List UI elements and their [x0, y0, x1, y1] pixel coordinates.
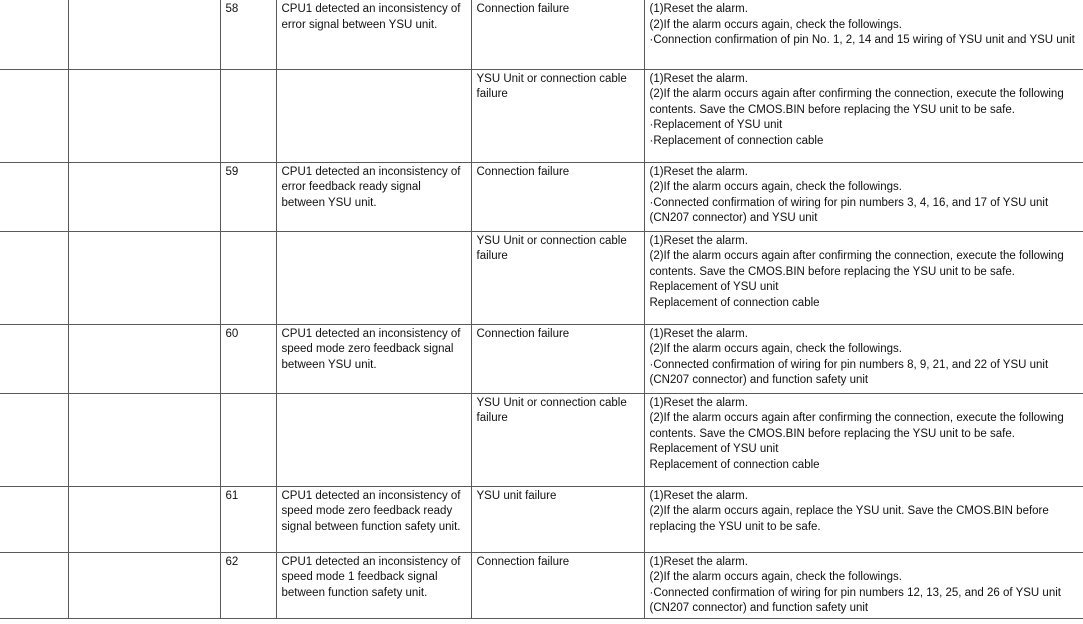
empty-cell	[68, 69, 220, 162]
alarm-remedy	[644, 393, 1083, 486]
alarm-remedy	[644, 162, 1083, 231]
alarm-code	[220, 69, 276, 162]
table-row	[0, 324, 1083, 393]
alarm-remedy	[644, 231, 1083, 324]
empty-cell	[0, 0, 68, 69]
empty-cell	[68, 231, 220, 324]
alarm-description	[276, 69, 471, 162]
remedy-line: (1)Reset the alarm.	[649, 555, 748, 568]
table-row	[0, 231, 1083, 324]
remedy-line: Replacement of YSU unit	[649, 281, 779, 293]
remedy-line: (2)If the alarm occurs again, replace the YSU unit. Save the CMOS.BIN before replacing the YSU unit to be safe.	[649, 505, 1049, 533]
remedy-line: ·Connected confirmation of wiring for pin numbers 12, 13, 25, and 26 of YSU unit (CN207 connector) and function safety unit	[649, 586, 1061, 614]
table-row	[0, 552, 1083, 618]
alarm-remedy	[644, 69, 1083, 162]
empty-cell	[0, 393, 68, 486]
table-row	[0, 162, 1083, 231]
remedy-line: ·Replacement of connection cable	[649, 134, 824, 147]
alarm-code: 62	[220, 552, 276, 618]
empty-cell	[0, 486, 68, 552]
remedy-line: (2)If the alarm occurs again, check the followings.	[649, 343, 902, 355]
empty-cell	[68, 486, 220, 552]
remedy-line: Replacement of connection cable	[649, 458, 820, 471]
remedy-line: Replacement of YSU unit	[649, 443, 779, 455]
table-row	[0, 393, 1083, 486]
empty-cell	[68, 162, 220, 231]
alarm-code: 59	[220, 162, 276, 231]
alarm-cause: YSU Unit or connection cable failure	[471, 69, 644, 162]
alarm-cause: Connection failure	[471, 552, 644, 618]
remedy-line: (2)If the alarm occurs again after confirming the connection, execute the following contents. Save the CMOS.BIN before replacing the YSU unit to be safe.	[649, 412, 1064, 440]
empty-cell	[68, 552, 220, 618]
alarm-cause: Connection failure	[471, 0, 644, 69]
alarm-description: CPU1 detected an inconsistency of error feedback ready signal between YSU unit.	[276, 162, 471, 231]
alarm-description: CPU1 detected an inconsistency of error signal between YSU unit.	[276, 0, 471, 69]
alarm-code	[220, 231, 276, 324]
remedy-line: ·Connected confirmation of wiring for pin numbers 8, 9, 21, and 22 of YSU unit (CN207 connector) and function safety unit	[649, 358, 1049, 386]
remedy-line: (1)Reset the alarm.	[649, 327, 748, 340]
table-row	[0, 69, 1083, 162]
remedy-line: ·Replacement of YSU unit	[649, 119, 783, 131]
alarm-remedy	[644, 552, 1083, 618]
empty-cell	[68, 393, 220, 486]
empty-cell	[0, 552, 68, 618]
remedy-line: (2)If the alarm occurs again after confirming the connection, execute the following contents. Save the CMOS.BIN before replacing the YSU unit to be safe.	[649, 88, 1064, 116]
remedy-line: (2)If the alarm occurs again, check the followings.	[649, 571, 902, 583]
remedy-line: (2)If the alarm occurs again, check the followings.	[649, 18, 902, 31]
alarm-description: CPU1 detected an inconsistency of speed mode 1 feedback signal between function safety unit.	[276, 552, 471, 618]
alarm-description: CPU1 detected an inconsistency of speed mode zero feedback ready signal between function safety unit.	[276, 486, 471, 552]
empty-cell	[0, 324, 68, 393]
alarm-code: 61	[220, 486, 276, 552]
remedy-line: (1)Reset the alarm.	[649, 165, 748, 178]
remedy-line: (1)Reset the alarm.	[649, 72, 748, 85]
alarm-remedy	[644, 324, 1083, 393]
remedy-line: (2)If the alarm occurs again, check the followings.	[649, 181, 902, 193]
empty-cell	[68, 0, 220, 69]
alarm-description	[276, 231, 471, 324]
alarm-cause: Connection failure	[471, 162, 644, 231]
alarm-code	[220, 393, 276, 486]
empty-cell	[0, 69, 68, 162]
empty-cell	[0, 162, 68, 231]
alarm-cause: Connection failure	[471, 324, 644, 393]
alarm-description: CPU1 detected an inconsistency of speed mode zero feedback signal between YSU unit.	[276, 324, 471, 393]
remedy-line: ·Connected confirmation of wiring for pin numbers 3, 4, 16, and 17 of YSU unit (CN207 connector) and YSU unit	[649, 196, 1049, 224]
table-row	[0, 486, 1083, 552]
remedy-line: (1)Reset the alarm.	[649, 396, 748, 409]
remedy-line: ·Connection confirmation of pin No. 1, 2, 14 and 15 wiring of YSU unit and YSU unit	[649, 34, 1075, 46]
alarm-code: 60	[220, 324, 276, 393]
alarm-cause: YSU unit failure	[471, 486, 644, 552]
remedy-line: (1)Reset the alarm.	[649, 234, 748, 247]
alarm-remedy	[644, 486, 1083, 552]
alarm-code: 58	[220, 0, 276, 69]
alarm-cause: YSU Unit or connection cable failure	[471, 231, 644, 324]
remedy-line: Replacement of connection cable	[649, 296, 820, 309]
remedy-line: (2)If the alarm occurs again after confirming the connection, execute the following contents. Save the CMOS.BIN before replacing the YSU unit to be safe.	[649, 250, 1064, 278]
table-row	[0, 0, 1083, 69]
empty-cell	[68, 324, 220, 393]
alarm-description	[276, 393, 471, 486]
alarm-cause: YSU Unit or connection cable failure	[471, 393, 644, 486]
alarm-remedy	[644, 0, 1083, 69]
remedy-line: (1)Reset the alarm.	[649, 489, 748, 502]
remedy-line: (1)Reset the alarm.	[649, 3, 748, 15]
empty-cell	[0, 231, 68, 324]
